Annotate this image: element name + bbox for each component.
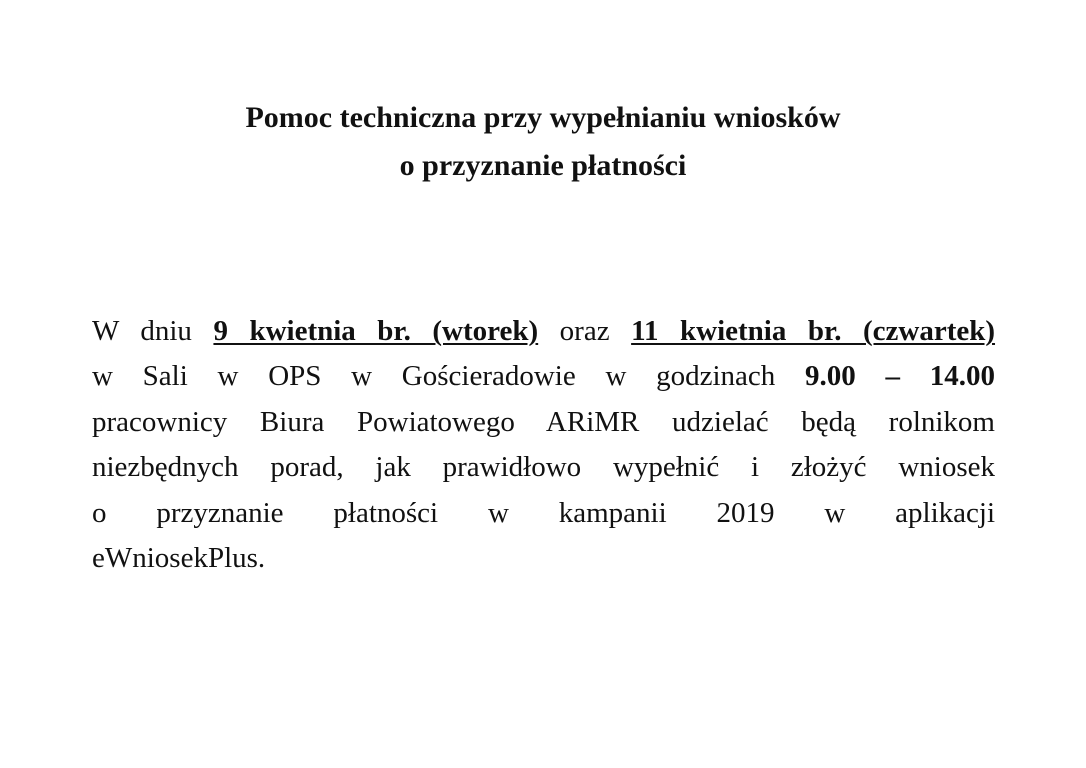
paragraph-line-3: pracownicy Biura Powiatowego ARiMR udzielać będą rolnikom	[92, 405, 995, 438]
paragraph-line-2	[92, 354, 995, 399]
paragraph-line-6: eWniosekPlus.	[92, 542, 266, 575]
paragraph-line-4: niezbędnych porad, jak prawidłowo wypełnić i złożyć wniosek	[92, 451, 995, 484]
text-segment: W dniu	[92, 315, 214, 347]
paragraph-line-5: o przyznanie płatności w kampanii 2019 w aplikacji	[92, 496, 995, 529]
text-segment: oraz	[538, 315, 632, 347]
hours: 9.00 – 14.00	[805, 360, 996, 393]
document-title	[0, 94, 1086, 190]
announcement-paragraph	[92, 309, 995, 581]
title-line-1: Pomoc techniczna przy wypełnianiu wniosków	[245, 101, 841, 134]
date-thursday: 11 kwietnia br. (czwartek)	[631, 315, 996, 347]
text-segment: w Sali w OPS w Gościeradowie w godzinach	[92, 360, 806, 393]
title-line-2: o przyznanie płatności	[399, 149, 687, 182]
paragraph-line-1	[92, 309, 995, 354]
date-tuesday: 9 kwietnia br. (wtorek)	[213, 315, 539, 347]
